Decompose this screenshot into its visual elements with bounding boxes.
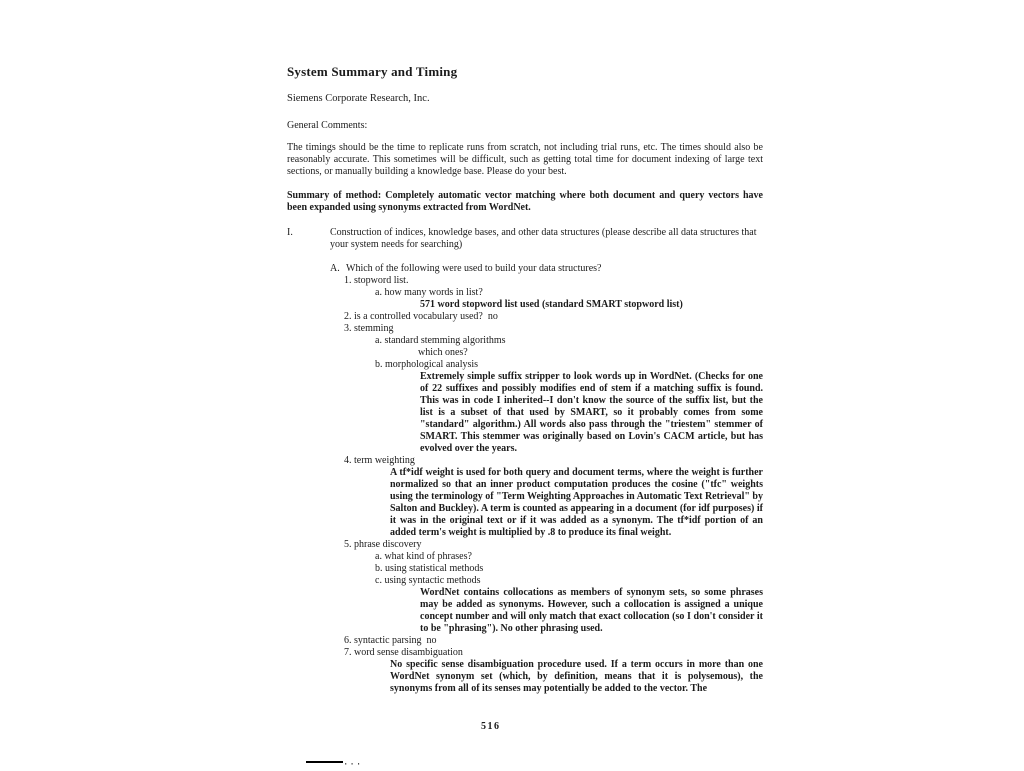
footnote-rule-icon	[306, 761, 343, 763]
outline-item: Extremely simple suffix stripper to look words up in WordNet. (Checks for one of 22 suffixes and possibly modifies end of stem if a matching suffix is found. This was in code I inherited--I don't know the source of the suffix list, but the list is a subset of that used by SMART, so it probably comes from some "standard" algorithm.) All words also pass through the "triestem" stemmer of SMART. This stemmer was originally based on Lovin's CACM article, but has evolved over the years.	[420, 371, 763, 454]
scan-artifact-dots: ...	[343, 757, 363, 768]
summary-of-method-paragraph: Summary of method: Completely automatic vector matching where both document and query vectors have been expanded using synonyms extracted from WordNet.	[287, 190, 763, 213]
outline-item: 7. word sense disambiguation	[344, 647, 463, 658]
outline-item: b. using statistical methods	[375, 563, 484, 574]
outline-item: a. what kind of phrases?	[375, 551, 472, 562]
organization-line: Siemens Corporate Research, Inc.	[287, 93, 430, 104]
outline-item: 3. stemming	[344, 323, 394, 334]
general-comments-label: General Comments:	[287, 120, 368, 131]
subsection-A	[330, 263, 763, 275]
section-number: I.	[287, 227, 293, 238]
outline-item: A tf*idf weight is used for both query and document terms, where the weight is further normalized so that an inner product computation produces the cosine ("tfc" weights using the terminology of "Term Weighting Approaches in Automatic Text Retrieval" by Salton and Buckley). A term is counted as appearing in a document (for idf purposes) if it was in the original text or if it was added as a synonym. The tf*idf portion of an added term's weight is multiplied by .8 to produce its final weight.	[390, 467, 763, 538]
subsection-question: Which of the following were used to build your data structures?	[346, 263, 602, 274]
outline-item: 1. stopword list.	[344, 275, 409, 286]
outline-item: a. standard stemming algorithms	[375, 335, 506, 346]
document-body	[287, 64, 763, 695]
outline-item: b. morphological analysis	[375, 359, 479, 370]
section-item-I	[287, 227, 763, 251]
outline-item: c. using syntactic methods	[375, 575, 481, 586]
page-title: System Summary and Timing	[287, 64, 458, 79]
outline	[287, 275, 763, 695]
outline-item: a. how many words in list?	[375, 287, 483, 298]
outline-item: 6. syntactic parsing no	[344, 635, 437, 646]
footer-mark	[306, 753, 362, 771]
outline-item: which ones?	[418, 347, 468, 358]
page-number: 516	[481, 721, 501, 732]
outline-item: 571 word stopword list used (standard SMART stopword list)	[420, 299, 683, 310]
outline-item: No specific sense disambiguation procedure used. If a term occurs in more than one WordNet synonym set (which, by definition, means that it is polysemous), the synonyms from all of its senses may potentially be added to the vector. The	[390, 659, 763, 694]
general-comments-paragraph: The timings should be the time to replicate runs from scratch, not including trial runs, etc. The times should also be reasonably accurate. This sometimes will be difficult, such as getting total time for document indexing of large text sections, or manually building a knowledge base. Please do your best.	[287, 142, 763, 177]
outline-item: 2. is a controlled vocabulary used? no	[344, 311, 498, 322]
outline-item: 4. term weighting	[344, 455, 415, 466]
outline-item: 5. phrase discovery	[344, 539, 422, 550]
outline-item: WordNet contains collocations as members of synonym sets, so some phrases may be added as synonyms. However, such a collocation is assigned a unique concept number and will only match that exact collocation (so I don't consider it to be "phrasing"). No other phrasing used.	[420, 587, 763, 634]
subsection-label: A.	[330, 263, 340, 274]
section-text: Construction of indices, knowledge bases, and other data structures (please describe all data structures that your system needs for searching)	[330, 227, 757, 250]
